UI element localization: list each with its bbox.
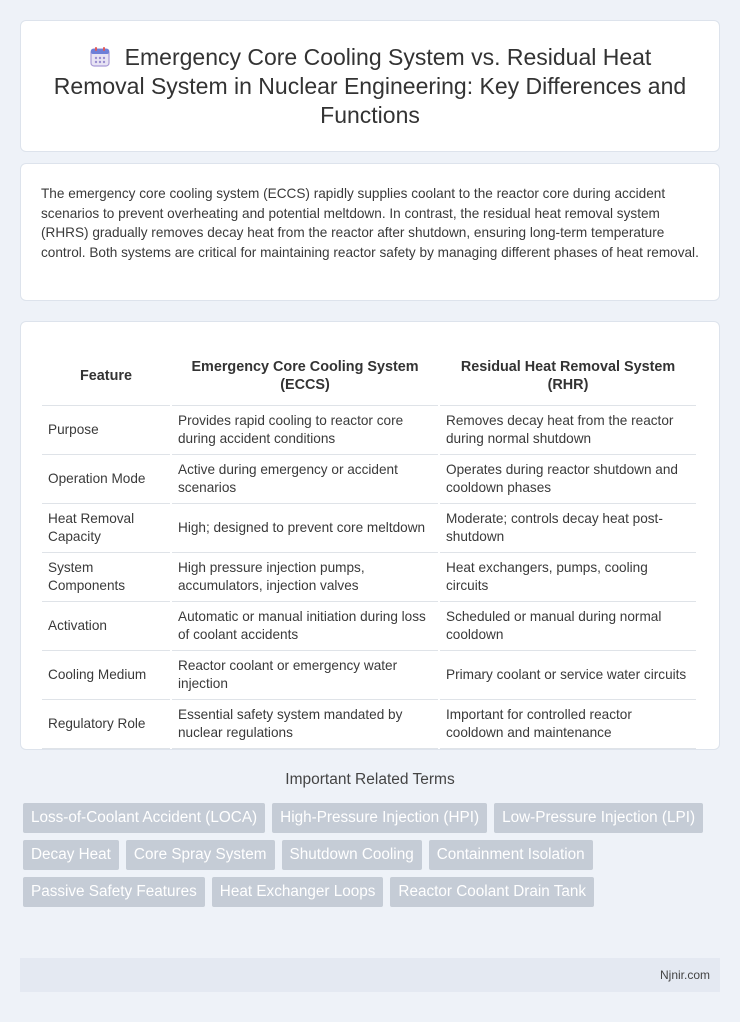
table-row	[42, 651, 696, 700]
page-title	[45, 43, 695, 130]
term-tag[interactable]: Containment Isolation	[429, 840, 593, 870]
term-tag[interactable]: High-Pressure Injection (HPI)	[272, 803, 487, 833]
eccs-cell: Reactor coolant or emergency water injection	[172, 651, 438, 700]
column-header-eccs: Emergency Core Cooling System (ECCS)	[172, 342, 438, 406]
table-row	[42, 700, 696, 749]
page-title-text: Emergency Core Cooling System vs. Residual Heat Removal System in Nuclear Engineering: Key Differences and Functions	[53, 43, 687, 128]
term-tag[interactable]: Loss-of-Coolant Accident (LOCA)	[23, 803, 265, 833]
eccs-cell: High pressure injection pumps, accumulators, injection valves	[172, 553, 438, 602]
feature-cell: Cooling Medium	[42, 651, 170, 700]
column-header-rhr: Residual Heat Removal System (RHR)	[440, 342, 696, 406]
column-header-feature: Feature	[42, 342, 170, 406]
feature-cell: Heat Removal Capacity	[42, 504, 170, 553]
footer	[20, 958, 720, 992]
feature-cell: Activation	[42, 602, 170, 651]
rhr-cell: Operates during reactor shutdown and cooldown phases	[440, 455, 696, 504]
table-row	[42, 406, 696, 455]
eccs-cell: Automatic or manual initiation during loss of coolant accidents	[172, 602, 438, 651]
rhr-cell: Moderate; controls decay heat post-shutdown	[440, 504, 696, 553]
intro-paragraph: The emergency core cooling system (ECCS) rapidly supplies coolant to the reactor core during accident scenarios to prevent overheating and potential meltdown. In contrast, the residual heat removal system (RHRS) gradually removes decay heat from the reactor after shutdown, ensuring long-term temperature control. Both systems are critical for maintaining reactor safety by managing different phases of heat removal.	[41, 186, 699, 260]
table-row	[42, 455, 696, 504]
eccs-cell: Essential safety system mandated by nuclear regulations	[172, 700, 438, 749]
rhr-cell: Primary coolant or service water circuits	[440, 651, 696, 700]
related-terms-list	[23, 803, 723, 907]
title-card	[20, 20, 720, 152]
rhr-cell: Removes decay heat from the reactor during normal shutdown	[440, 406, 696, 455]
table-row	[42, 553, 696, 602]
feature-cell: Purpose	[42, 406, 170, 455]
table-row	[42, 602, 696, 651]
feature-cell: Regulatory Role	[42, 700, 170, 749]
calendar-icon	[89, 46, 111, 68]
table-row	[42, 504, 696, 553]
term-tag[interactable]: Heat Exchanger Loops	[212, 877, 384, 907]
comparison-table-card	[20, 321, 720, 750]
term-tag[interactable]: Passive Safety Features	[23, 877, 205, 907]
eccs-cell: Active during emergency or accident scenarios	[172, 455, 438, 504]
feature-cell: Operation Mode	[42, 455, 170, 504]
term-tag[interactable]: Low-Pressure Injection (LPI)	[494, 803, 703, 833]
feature-cell: System Components	[42, 553, 170, 602]
rhr-cell: Important for controlled reactor cooldown and maintenance	[440, 700, 696, 749]
rhr-cell: Heat exchangers, pumps, cooling circuits	[440, 553, 696, 602]
term-tag[interactable]: Shutdown Cooling	[282, 840, 422, 870]
comparison-table	[40, 342, 698, 749]
term-tag[interactable]: Core Spray System	[126, 840, 275, 870]
table-header-row	[42, 342, 696, 406]
rhr-cell: Scheduled or manual during normal cooldown	[440, 602, 696, 651]
eccs-cell: Provides rapid cooling to reactor core during accident conditions	[172, 406, 438, 455]
footer-site-link[interactable]: Njnir.com	[659, 968, 710, 982]
eccs-cell: High; designed to prevent core meltdown	[172, 504, 438, 553]
related-terms-heading: Important Related Terms	[285, 771, 455, 788]
term-tag[interactable]: Reactor Coolant Drain Tank	[390, 877, 594, 907]
intro-card	[20, 163, 720, 301]
term-tag[interactable]: Decay Heat	[23, 840, 119, 870]
